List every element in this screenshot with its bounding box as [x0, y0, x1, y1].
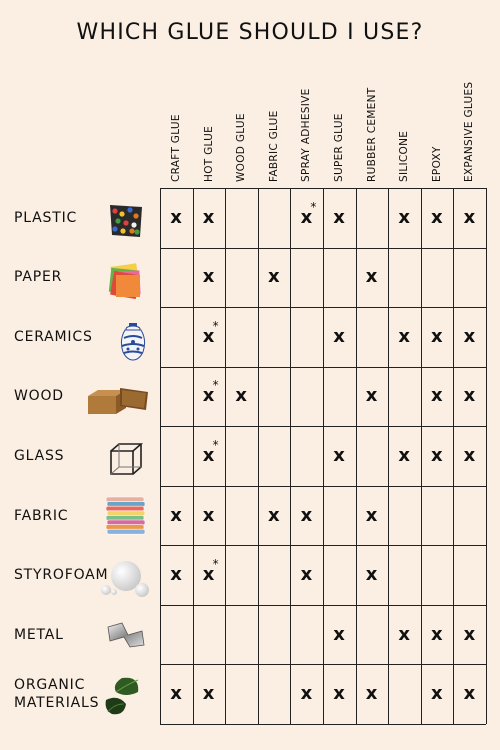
grid-line-vertical: [225, 188, 226, 724]
cell-mark: x: [365, 683, 378, 705]
row-label: [14, 328, 93, 346]
asterisk-note: *: [212, 318, 219, 333]
cell-mark: x: [235, 385, 247, 407]
row-label-line: FABRIC: [14, 507, 69, 524]
ceramic-vase-icon: [118, 322, 148, 367]
grid-line-horizontal: [160, 605, 486, 606]
grid-line-horizontal: [160, 367, 486, 368]
cell-mark: x: [333, 206, 345, 228]
cell-mark: x: [202, 266, 215, 288]
row-label-line: WOOD: [14, 388, 64, 405]
cell-mark: x *: [202, 378, 219, 407]
cell-mark: x: [430, 206, 443, 228]
row-label: [14, 268, 62, 286]
paper-stack-icon: [102, 263, 146, 304]
cell-mark: x: [430, 623, 443, 645]
cell-mark: x: [463, 444, 476, 466]
cell-mark: x: [365, 385, 378, 407]
cell-mark: x: [333, 683, 345, 705]
asterisk-note: *: [212, 437, 219, 452]
row-label-line: ORGANIC: [14, 677, 86, 694]
column-header: [356, 72, 388, 184]
row-label: [14, 387, 64, 405]
cell-mark: x: [463, 206, 476, 228]
grid-line-horizontal: [160, 426, 486, 427]
column-header: [323, 72, 355, 184]
row-label: [14, 447, 64, 465]
cell-mark: x: [463, 623, 476, 645]
column-header-label: CRAFT GLUE: [170, 114, 182, 182]
asterisk-note: *: [212, 557, 219, 572]
column-header-label: WOOD GLUE: [235, 113, 248, 182]
cell-mark: x: [430, 325, 443, 347]
cell-mark: x: [170, 683, 182, 705]
row-label-line: MATERIALS: [14, 695, 100, 712]
row-label-line: STYROFOAM: [14, 567, 109, 584]
column-header-label: SUPER GLUE: [333, 113, 345, 182]
cell-mark: x *: [300, 199, 317, 228]
column-header: [193, 72, 225, 184]
cell-mark: x: [463, 325, 476, 347]
cell-mark: x: [430, 683, 443, 705]
cell-mark: x: [202, 683, 215, 705]
column-header-label: HOT GLUE: [202, 125, 215, 182]
cell-mark: x: [333, 325, 345, 347]
grid-line-horizontal: [160, 545, 486, 546]
cell-mark: x: [463, 683, 476, 705]
row-label: [14, 626, 64, 644]
column-header: [453, 72, 485, 184]
cell-mark: x: [398, 623, 410, 645]
cell-mark: x: [267, 504, 280, 526]
column-header: [290, 72, 322, 184]
column-header: [160, 72, 192, 184]
cell-mark: x: [365, 504, 378, 526]
cell-mark: x *: [202, 318, 219, 347]
column-header: [388, 72, 420, 184]
grid-line-vertical: [160, 188, 161, 724]
grid-line-horizontal: [160, 664, 486, 665]
column-header-label: EPOXY: [430, 146, 443, 182]
cell-mark: x: [463, 385, 476, 407]
wooden-box-icon: [86, 386, 150, 421]
column-header: [225, 72, 257, 184]
grid-line-horizontal: [160, 307, 486, 308]
cell-mark: x: [398, 325, 410, 347]
cell-mark: x *: [202, 557, 219, 586]
cell-mark: x: [365, 564, 378, 586]
leaves-icon: [102, 674, 142, 723]
grid-line-horizontal: [160, 486, 486, 487]
row-label: [14, 566, 108, 584]
cell-mark: x: [170, 206, 182, 228]
cell-mark: x: [333, 444, 345, 466]
row-label: [14, 676, 99, 712]
cell-mark: x: [267, 266, 280, 288]
grid-line-horizontal: [160, 248, 486, 249]
row-label-line: GLASS: [14, 447, 65, 464]
column-header-label: EXPANSIVE GLUES: [463, 81, 476, 182]
row-label-line: PLASTIC: [14, 209, 78, 226]
page-title: WHICH GLUE SHOULD I USE?: [76, 20, 424, 45]
plastic-beads-icon: [106, 201, 146, 246]
grid-line-horizontal: [160, 724, 486, 725]
foam-balls-icon: [100, 558, 150, 603]
cell-mark: x: [202, 206, 215, 228]
row-label: [14, 507, 68, 525]
row-label-line: PAPER: [14, 269, 63, 286]
row-label-line: CERAMICS: [14, 328, 93, 345]
asterisk-note: *: [212, 378, 219, 393]
cell-mark: x: [202, 504, 215, 526]
grid-line-vertical: [486, 188, 487, 724]
cell-mark: x *: [202, 437, 219, 466]
column-header: [421, 72, 453, 184]
cell-mark: x: [333, 623, 345, 645]
cell-mark: x: [398, 206, 410, 228]
cell-mark: x: [170, 504, 182, 526]
column-header-label: RUBBER CEMENT: [365, 87, 378, 182]
cell-mark: x: [300, 504, 313, 526]
grid-line-horizontal: [160, 188, 486, 189]
cell-mark: x: [300, 564, 313, 586]
cell-mark: x: [170, 564, 182, 586]
column-header-label: FABRIC GLUE: [267, 110, 280, 182]
cell-mark: x: [430, 444, 443, 466]
column-header-label: SILICONE: [398, 130, 411, 182]
column-header-label: SPRAY ADHESIVE: [300, 88, 313, 182]
column-header: [258, 72, 290, 184]
cell-mark: x: [430, 385, 443, 407]
row-label: [14, 209, 77, 227]
cell-mark: x: [398, 444, 410, 466]
glass-box-icon: [108, 441, 144, 482]
metal-strip-icon: [106, 621, 146, 654]
grid-line-vertical: [290, 188, 291, 724]
asterisk-note: *: [310, 199, 317, 214]
row-label-line: METAL: [14, 626, 64, 643]
cell-mark: x: [300, 683, 313, 705]
cell-mark: x: [365, 266, 378, 288]
fabric-stack-icon: [104, 495, 146, 540]
